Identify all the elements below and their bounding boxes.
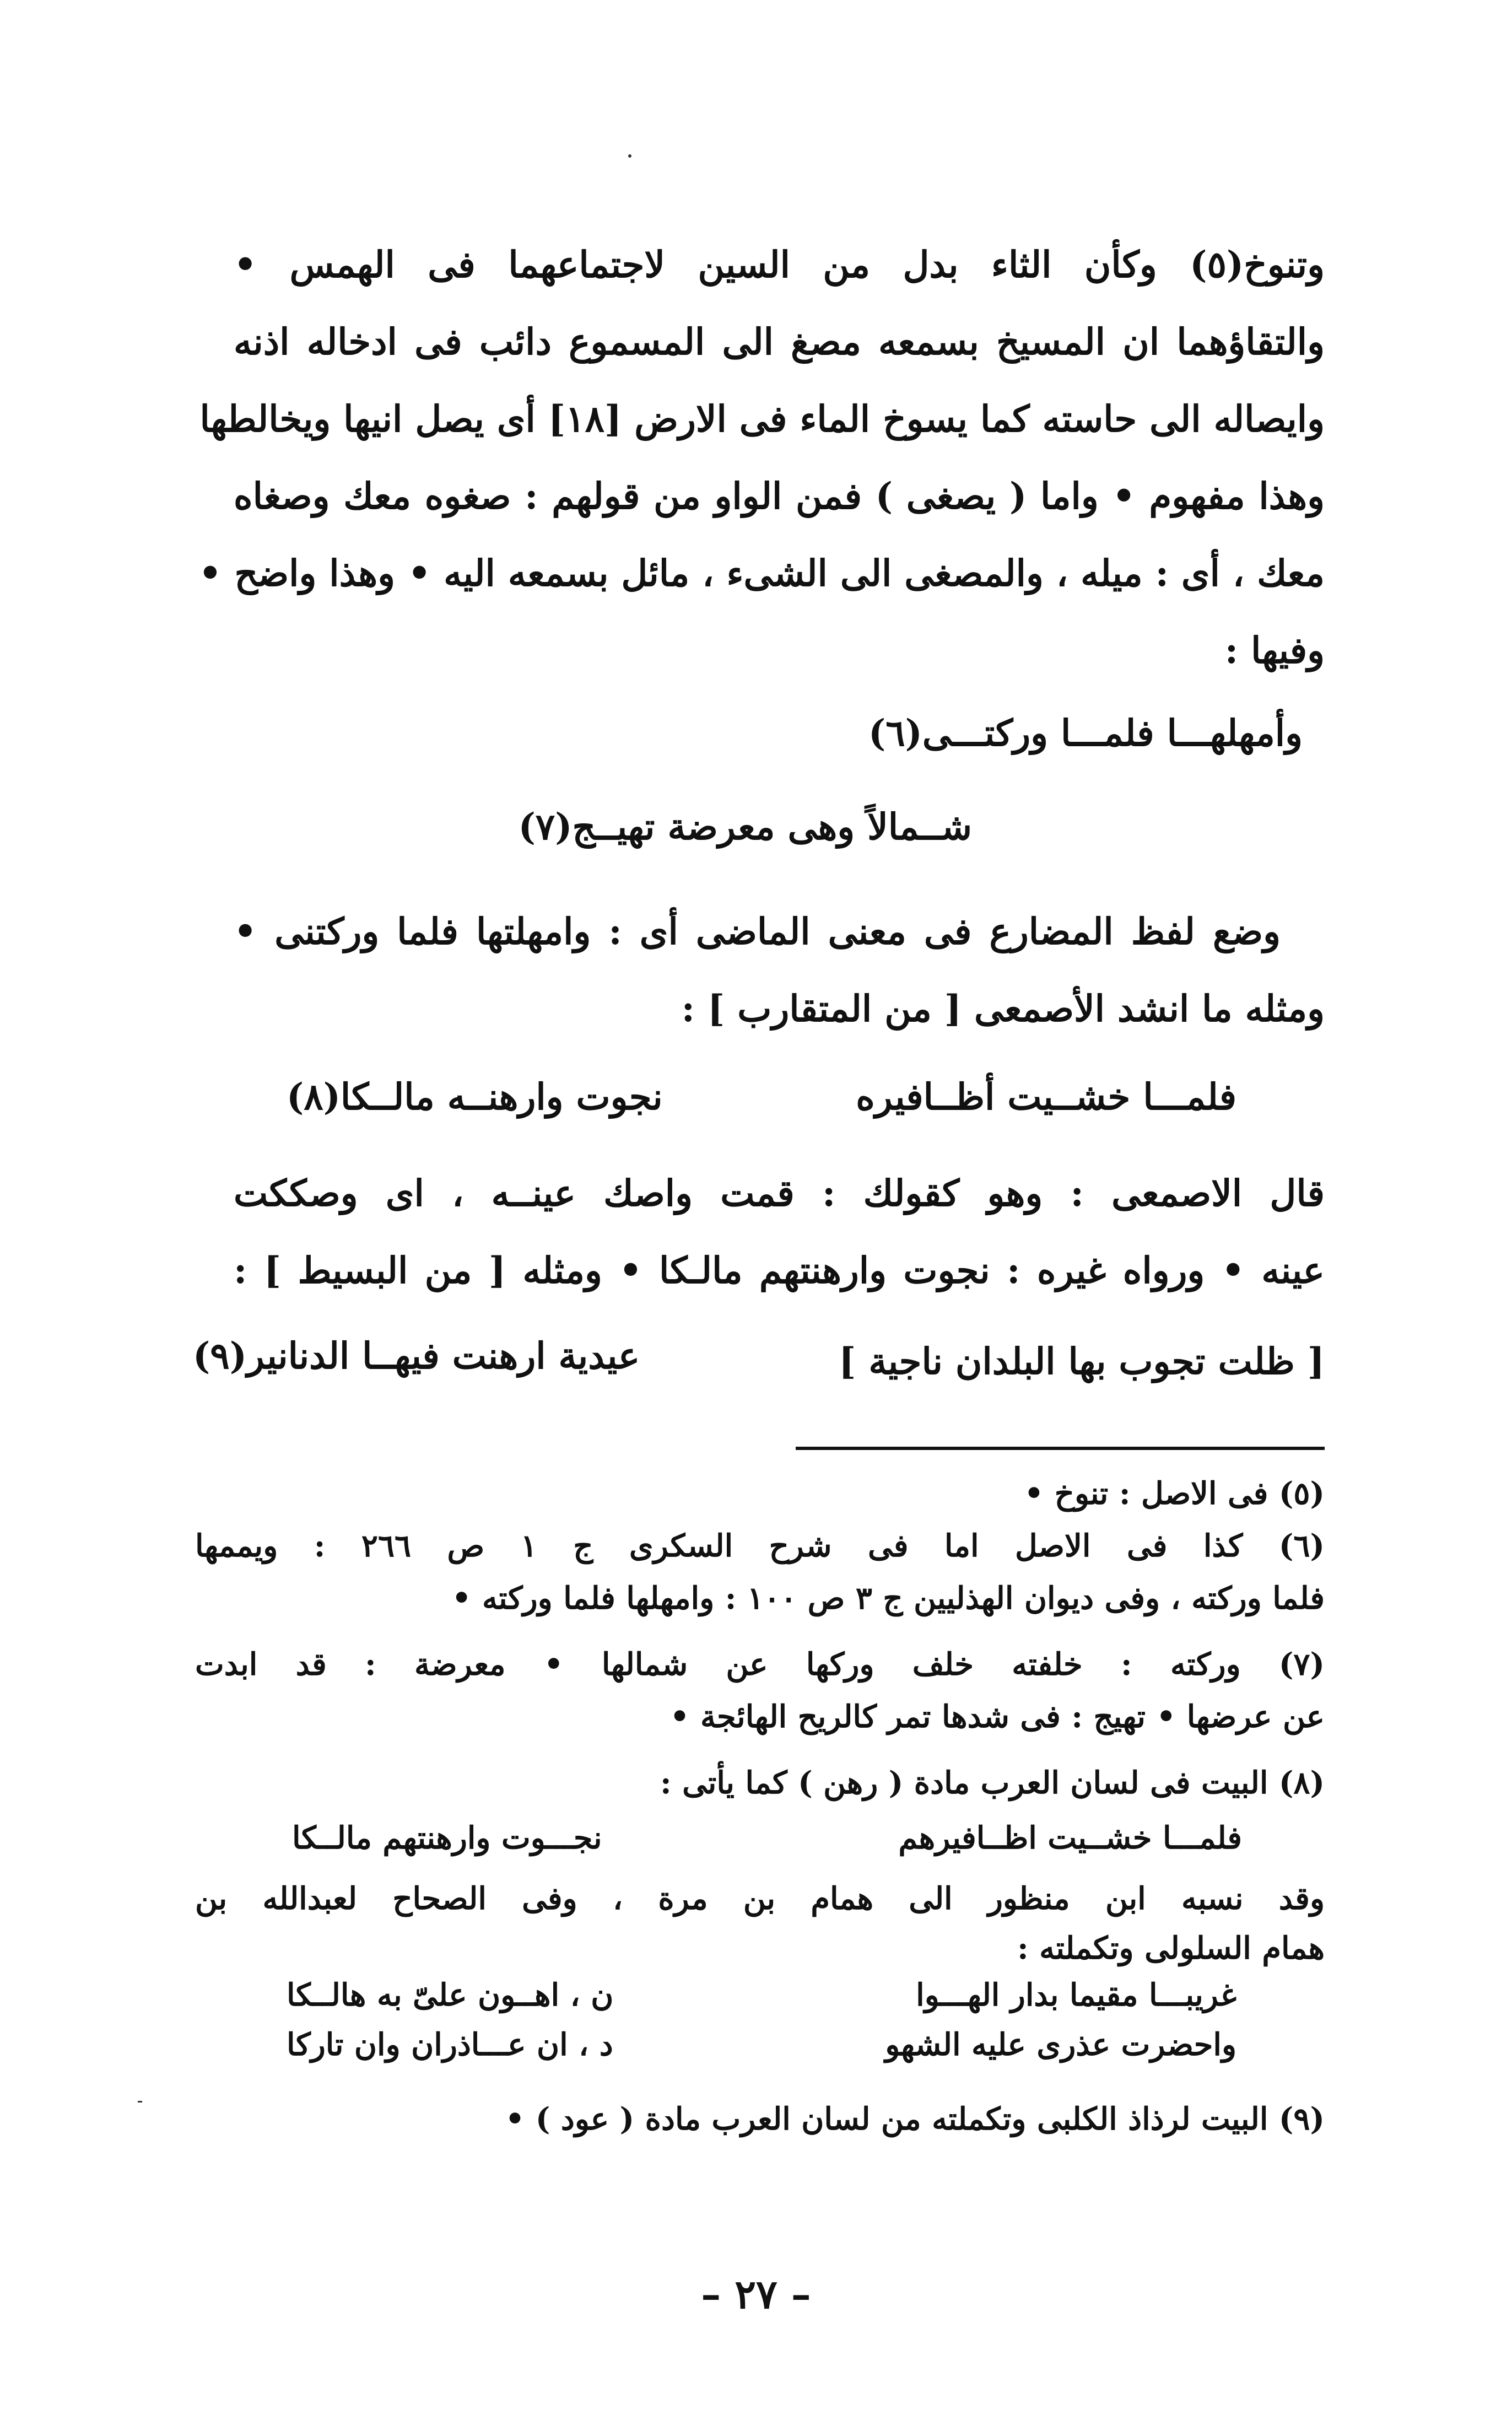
body-line-2: والتقاؤهما ان المسيخ بسمعه مصغ الى المسموع دائب فى ادخاله اذنه (234, 320, 1325, 363)
footnote-8-verse-hemistich-1: فلمـــا خشــيت اظــافيرهم (898, 1820, 1242, 1856)
verse-1-hemistich-2: شــمالاً وهى معرضة تهيــج(٧) (518, 805, 972, 848)
page-number: – ٢٧ – (701, 2271, 811, 2317)
body-line-9: قال الاصمعى : وهو كقولك : قمت واصك عينــه ، اى وصككت (234, 1172, 1325, 1215)
verse-3-hemistich-2: عيدية ارهنت فيهــا الدنانير(٩) (193, 1334, 640, 1377)
footnote-8-verse2-hemistich-2: ن ، اهــون علىّ به هالــكا (287, 1977, 614, 2013)
body-line-8: ومثله ما انشد الأصمعى [ من المتقارب ] : (681, 987, 1325, 1030)
footnote-8-verse-hemistich-2: نجـــوت وارهنتهم مالــكا (292, 1820, 602, 1856)
body-line-7: وضع لفظ المضارع فى معنى الماضى أى : وامهلتها فلما وركتنى • (234, 910, 1281, 953)
body-line-10: عينه • ورواه غيره : نجوت وارهنتهم مالـكا • ومثله [ من البسيط ] : (234, 1249, 1325, 1292)
footnote-6-line-2: فلما وركته ، وفى ديوان الهذليين ج ٣ ص ١٠٠ : وامهلها فلما وركته • (451, 1580, 1325, 1616)
footnote-7-line-1: (٧) وركته : خلفته خلف وركها عن شمالها • معرضة : قد ابدت (195, 1646, 1325, 1683)
body-line-5: معك ، أى : ميله ، والمصغى الى الشىء ، مائل بسمعه اليه • وهذا واضح • (198, 552, 1325, 595)
footnote-7-line-2: عن عرضها • تهيج : فى شدها تمر كالريح الهائجة • (669, 1699, 1325, 1735)
speck-mark-2 (138, 2101, 142, 2103)
footnote-8-verse2-hemistich-1: غريبـــا مقيما بدار الهـــوا (916, 1977, 1236, 2013)
footnote-8: (٨) البيت فى لسان العرب مادة ( رهن ) كما يأتى : (660, 1765, 1325, 1801)
footnote-8-text-line-2: همام السلولى وتكملته : (1017, 1930, 1325, 1966)
verse-1-hemistich-1: وأمهلهـــا فلمـــا وركتـــى(٦) (868, 711, 1303, 754)
body-line-1: وتنوخ(٥) وكأن الثاء بدل من السين لاجتماعهما فى الهمس • (234, 243, 1325, 286)
verse-2-hemistich-1: فلمـــا خشــيت أظــافيره (856, 1075, 1236, 1118)
verse-3-hemistich-1: [ ظلت تجوب بها البلدان ناجية ] (839, 1340, 1325, 1383)
footnote-8-text-line-1: وقد نسبه ابن منظور الى همام بن مرة ، وفى الصحاح لعبدالله بن (195, 1880, 1325, 1917)
footnote-5: (٥) فى الاصل : تنوخ • (1024, 1475, 1325, 1512)
footnote-6-line-1: (٦) كذا فى الاصل اما فى شرح السكرى ج ١ ص ٢٦٦ : ويممها (195, 1528, 1325, 1564)
verse-2-hemistich-2: نجوت وارهنــه مالــكا(٨) (287, 1075, 663, 1118)
footnote-separator (796, 1447, 1325, 1450)
speck-mark (628, 154, 631, 158)
body-line-4: وهذا مفهوم • واما ( يصغى ) فمن الواو من قولهم : صغوه معك وصغاه (234, 475, 1325, 518)
body-line-3: وايصاله الى حاسته كما يسوخ الماء فى الارض [١٨] أى يصل انيها ويخالطها (199, 397, 1325, 440)
footnote-8-verse3-hemistich-1: واحضرت عذرى عليه الشهو (885, 2026, 1236, 2063)
body-line-6: وفيها : (1224, 629, 1325, 672)
footnote-8-verse3-hemistich-2: د ، ان عـــاذران وان تاركا (287, 2026, 613, 2063)
footnote-9: (٩) البيت لرذاذ الكلبى وتكملته من لسان العرب مادة ( عود ) • (505, 2101, 1325, 2137)
